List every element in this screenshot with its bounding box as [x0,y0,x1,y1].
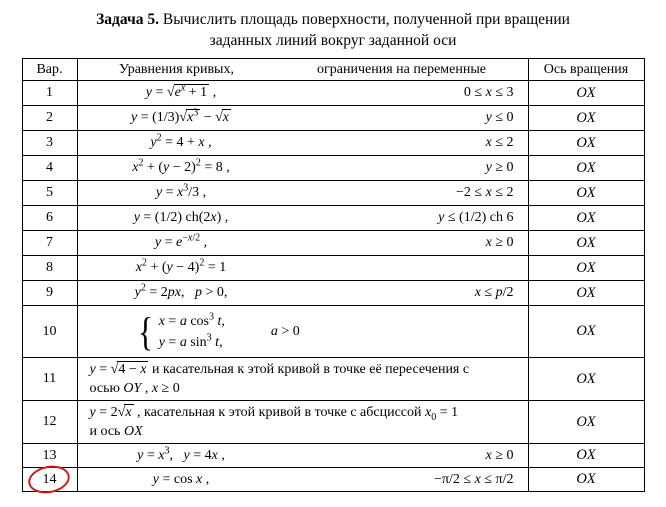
variant-number: 3 [46,135,53,150]
equation: $y^2 = 2px$, p > 0, [134,282,228,300]
system-line-1: x = a $\cos^3 t$, [158,310,225,329]
table-row [22,106,644,131]
variant-cell [22,81,77,106]
axis-cell [528,281,644,306]
table-row [22,444,644,468]
table-row [22,281,644,306]
constraint: y ≤ (1/2) ch 6 [438,210,514,225]
axis-label: OX [576,184,596,201]
table-row [22,306,644,358]
variant-cell [22,256,77,281]
system-line-2: y = a $\sin^3 t$, [158,331,223,350]
curly-brace-icon: { [137,308,153,354]
equation-text [78,358,528,400]
table-row [22,401,644,444]
axis-label: OX [576,209,596,226]
axis-label: OX [576,471,596,487]
equation: $x^2 + (y - 2)^2 = 8$ , [132,157,230,175]
col-header-variant: Вар. [22,59,77,81]
text-line-1: y = √4 − x и касательная к этой кривой в точке её пересечения с [89,362,470,377]
constraint: −π/2 ≤ x ≤ π/2 [434,471,514,487]
equation: y = (1/2) ch(2x) , [133,210,229,225]
variant-cell [22,401,77,444]
variant-cell [22,106,77,131]
equation-cell [77,468,528,492]
variant-cell [22,444,77,468]
table-row [22,81,644,106]
axis-cell [528,156,644,181]
constraint: x ≥ 0 [485,447,514,463]
table-row [22,256,644,281]
text-line-1: y = 2√x , касательная к этой кривой в точке с абсциссой $x_0 = 1$ [89,405,459,423]
table-row [22,156,644,181]
axis-label: OX [576,84,596,101]
constraint: x ≤ 2 [485,135,514,150]
equation-system [78,308,528,354]
task-label: Задача 5. [96,11,159,28]
col-header-middle [77,59,528,81]
axis-cell [528,444,644,468]
equation-cell [77,156,528,181]
variant-number: 9 [46,285,53,300]
variant-cell [22,306,77,358]
constraint: −2 ≤ x ≤ 2 [456,185,514,200]
page-title [0,0,666,51]
variant-number: 7 [46,235,53,250]
axis-cell [528,306,644,358]
text-line-2: и ось OX [89,424,143,439]
constraint: y ≤ 0 [485,110,514,125]
equation: $y = x^3$, y = 4x , [137,444,225,463]
axis-cell [528,256,644,281]
axis-cell [528,468,644,492]
parameter-condition: a > 0 [270,323,300,339]
equation: $y = x^3/3$ , [155,182,207,200]
task-table [22,58,645,492]
axis-cell [528,206,644,231]
variant-cell [22,156,77,181]
variant-number: 4 [46,160,53,175]
axis-label: OX [576,234,596,251]
variant-number: 13 [42,447,57,463]
table-body [22,81,644,492]
equation: $y = √e^x + 1$ , [145,82,217,101]
title-line-2: заданных линий вокруг заданной оси [209,32,457,49]
variant-cell [22,181,77,206]
col-header-constraints: ограничения на переменные [317,61,486,77]
table-row [22,231,644,256]
axis-cell [528,131,644,156]
equation-cell [77,358,528,401]
equation-cell [77,81,528,106]
constraint: 0 ≤ x ≤ 3 [463,85,514,100]
equation-cell [77,281,528,306]
constraint: x ≥ 0 [485,235,514,250]
table-row [22,206,644,231]
variant-number: 6 [46,210,53,225]
variant-number: 12 [42,414,57,429]
table-row [22,181,644,206]
equation-cell [77,444,528,468]
equation-text [78,401,528,443]
text-line-2: осью OY , x ≥ 0 [89,381,180,396]
variant-cell [22,358,77,401]
equation-cell [77,181,528,206]
variant-cell [22,206,77,231]
variant-cell [22,131,77,156]
col-header-axis: Ось вращения [528,59,644,81]
equation-cell [77,131,528,156]
axis-label: OX [576,323,596,339]
variant-number: 11 [42,371,57,386]
axis-cell [528,231,644,256]
equation-cell [77,231,528,256]
equation-cell [77,106,528,131]
header-row [22,59,644,81]
equation: $y = e^{-x/2}$ , [154,232,208,250]
variant-number: 2 [46,110,53,125]
equation-cell [77,256,528,281]
table-row [22,358,644,401]
equation: $x^2 + (y - 4)^2 = 1$ [135,257,227,275]
axis-label: OX [576,109,596,126]
constraint: y ≥ 0 [485,160,514,175]
axis-label: OX [576,284,596,301]
axis-cell [528,106,644,131]
equation: $y^2 = 4 + x$ , [150,132,212,150]
axis-cell [528,358,644,401]
axis-label: OX [576,370,596,387]
axis-label: OX [576,134,596,151]
equation: $y = (1/3)√x^3 - √x$ [130,107,230,126]
axis-cell [528,181,644,206]
col-header-equations: Уравнения кривых, [119,61,234,77]
variant-number: 1 [46,85,53,100]
equation-cell [77,306,528,358]
axis-cell [528,401,644,444]
variant-number: 5 [46,185,53,200]
axis-label: OX [576,259,596,276]
equation-cell [77,401,528,444]
variant-cell [22,468,77,492]
title-line-1 [0,9,666,30]
table-row [22,468,644,492]
variant-cell [22,281,77,306]
axis-cell [528,81,644,106]
equation: y = cos x , [152,471,210,487]
table-row [22,131,644,156]
variant-number: 8 [46,260,53,275]
axis-label: OX [576,159,596,176]
variant-cell [22,231,77,256]
variant-number: 14 [42,471,57,487]
constraint: x ≤ p/2 [474,285,514,300]
axis-label: OX [576,413,596,430]
table-header [22,59,644,81]
system-lines [159,311,225,353]
equation-cell [77,206,528,231]
variant-number: 10 [42,323,57,339]
title-text: Вычислить площадь поверхности, полученной при вращении [158,11,570,28]
axis-label: OX [576,447,596,463]
